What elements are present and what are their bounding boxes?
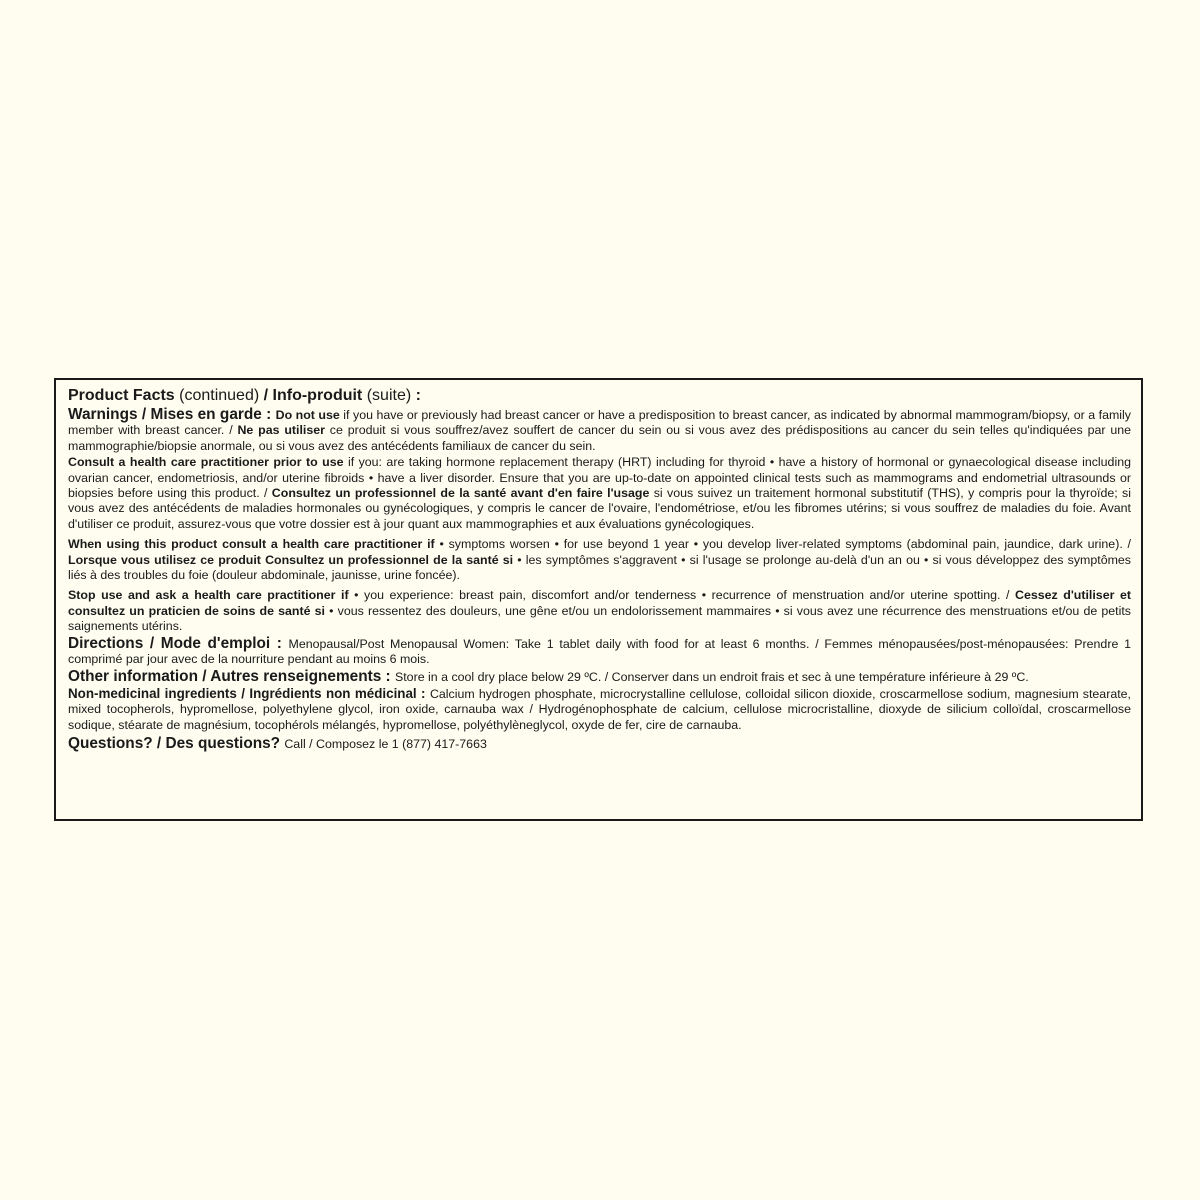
questions-phone: Call / Composez le 1 (877) 417-7663 — [284, 737, 487, 752]
stop-use-en-heading: Stop use and ask a health care practitioner if — [68, 588, 349, 603]
panel-title — [68, 386, 1131, 405]
other-info-section — [68, 669, 1131, 685]
consult-fr-heading: Consultez un professionnel de la santé avant d'en faire l'usage — [271, 486, 650, 501]
warnings-section — [68, 407, 1131, 454]
other-info-text: Store in a cool dry place below 29 ºC. / Conserver dans un endroit frais et sec à une température inférieure à 29 ºC. — [394, 669, 1029, 684]
warnings-do-not-use: Do not use — [275, 408, 340, 422]
warnings-ne-pas-utiliser: Ne pas utiliser — [237, 423, 325, 438]
ingredients-text: Calcium hydrogen phosphate, microcrystalline cellulose, colloidal silicon dioxide, croscarmellose sodium, magnesium stearate, mixed tocopherols, hypromellose, polyethylene glycol, iron oxide, carnauba wax / Hydrogénophosphate de calcium, cellulose microcristalline, dioxyde de silicium colloïdal, croscarmellose sodique, stéarate de magnésium, tocophérols mélangés, hypromellose, polyéthylèneglycol, oxyde de fer, cire de carnauba. — [68, 686, 1131, 732]
when-using-en-heading: When using this product consult a health care practitioner if — [68, 537, 435, 552]
title-colon: : — [415, 387, 421, 404]
when-using-fr-heading: Lorsque vous utilisez ce produit Consultez un professionnel de la santé si — [68, 552, 514, 567]
title-en-plain: (continued) — [174, 387, 264, 404]
directions-text: Menopausal/Post Menopausal Women: Take 1 tablet daily with food for at least 6 months. / Femmes ménopausées/post-ménopausées: Prendre 1 comprimé par jour avec de la nourriture pendant au moins 6 mois. — [68, 636, 1131, 667]
when-using-en-text: • symptoms worsen • for use beyond 1 year • you develop liver-related symptoms (abdominal pain, jaundice, dark urine). / — [434, 537, 1131, 552]
stop-use-section — [68, 588, 1131, 634]
warnings-fr-text: ce produit si vous souffrez/avez souffert de cancer du sein ou si vous avez des prédispositions au cancer du sein telles qu'indiquées par une mammographie/biopsie anormale, ou si vous avez des antécédents familiaux de cancer du sein. — [68, 423, 1131, 453]
product-facts-panel — [54, 378, 1143, 821]
ingredients-heading: Non-medicinal ingredients / Ingrédients non médicinal : — [68, 685, 430, 701]
stop-use-fr-text: • vous ressentez des douleurs, une gêne et/ou un endolorissement mammaires • si vous avez une récurrence des menstruations et/ou de petits saignements utérins. — [68, 603, 1132, 634]
consult-en-text: if you: are taking hormone replacement therapy (HRT) including for thyroid • have a history of hormonal or gynaecological disease including ovarian cancer, endometriosis, and/or uterine fibroids • have a liver disorder. Ensure that you are up-to-date on appointed clinical tests such as mammograms and endometrial ultrasounds or biopsies before using this product. / — [68, 455, 1131, 501]
title-fr-bold: / Info-produit — [263, 387, 363, 404]
title-fr-plain: (suite) — [362, 387, 416, 404]
stop-use-fr-heading: Cessez d'utiliser et consultez un praticien de soins de santé si — [68, 588, 1131, 618]
consult-section — [68, 455, 1131, 532]
when-using-section — [68, 537, 1131, 583]
title-en-bold: Product Facts — [68, 387, 175, 404]
consult-fr-text: si vous suivez un traitement hormonal substitutif (THS), y compris pour la thyroïde; si vous avez des antécédents de maladies hormonales ou gynécologiques, y compris le cancer de l'ovaire, l'endométriose, et/ou les fibromes utérins; si vous souffrez de maladies du foie. Avant d'utiliser ce produit, assurez-vous que votre dossier est à jour quant aux mammographies et aux évaluations gynécologiques. — [68, 486, 1131, 531]
directions-section — [68, 636, 1131, 668]
questions-heading: Questions? / Des questions? — [68, 735, 285, 753]
questions-section — [68, 734, 1131, 754]
warnings-heading: Warnings / Mises en garde : — [68, 406, 276, 423]
warnings-en-text: if you have or previously had breast cancer or have a predisposition to breast cancer, as indicated by abnormal mammogram/biopsy, or a family member with breast cancer. / — [68, 408, 1131, 438]
other-info-heading: Other information / Autres renseignements : — [68, 667, 395, 685]
ingredients-section — [68, 686, 1131, 733]
consult-en-heading: Consult a health care practitioner prior to use — [68, 455, 344, 470]
directions-heading: Directions / Mode d'emploi : — [68, 634, 289, 652]
when-using-fr-text: • les symptômes s'aggravent • si l'usage se prolonge au-delà d'un an ou • si vous développez des symptômes liés à des troubles du foie (douleur abdominale, jaunisse, urine foncée). — [68, 552, 1131, 583]
stop-use-en-text: • you experience: breast pain, discomfort and/or tenderness • recurrence of menstruation and/or uterine spotting. / — [348, 588, 1016, 603]
